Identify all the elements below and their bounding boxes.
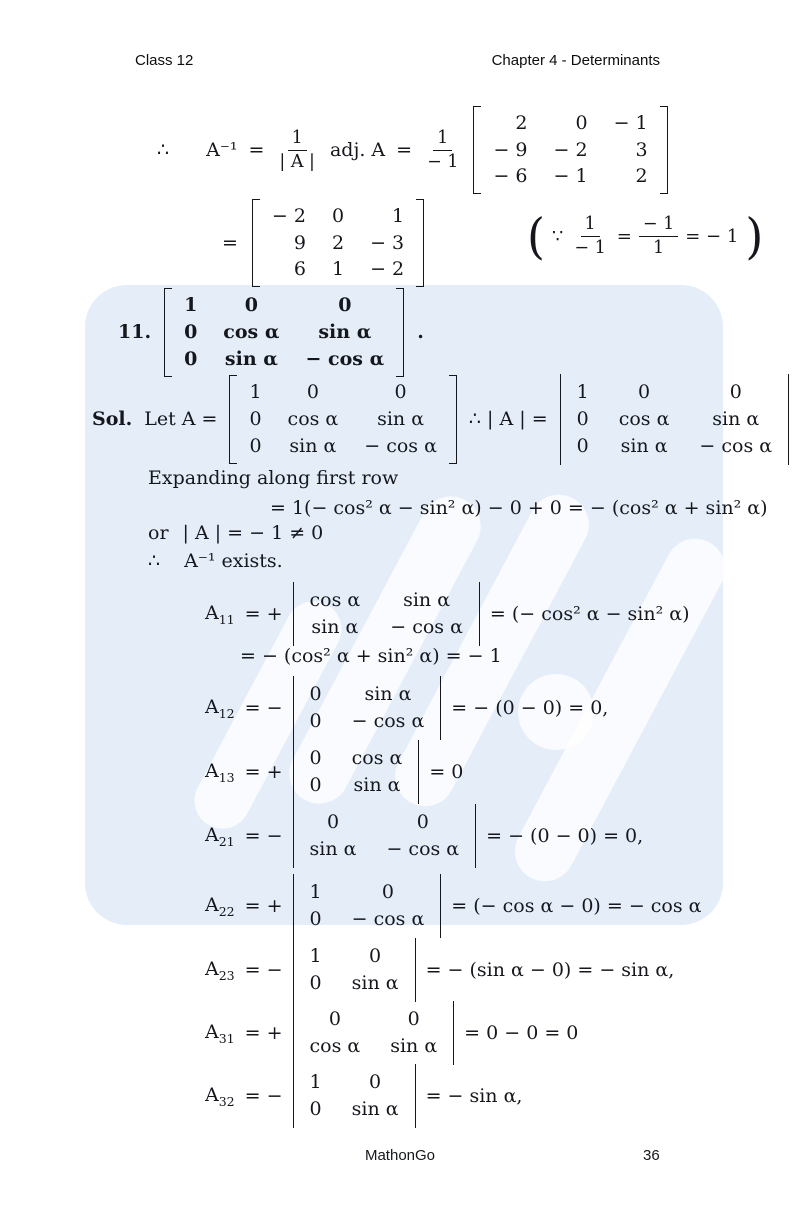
cofactor-sign: = −	[244, 1084, 283, 1107]
cofactor-sign: = −	[244, 958, 283, 981]
matrix-cell: 0	[309, 773, 322, 796]
inverse-equation-line	[157, 108, 668, 192]
expansion-line	[270, 497, 768, 519]
inverse-result-matrix	[252, 199, 424, 288]
right-bracket	[416, 199, 424, 288]
matrix-cell: sin α	[289, 434, 337, 457]
expanding-note	[148, 467, 398, 489]
cofactor-base: A	[205, 1020, 219, 1043]
matrix-cell: − cos α	[364, 434, 437, 457]
cofactor-base: A	[205, 823, 219, 846]
matrix-cell: 2	[635, 165, 648, 188]
cofactor-subscript: 13	[218, 769, 235, 785]
matrix-cell: 0	[638, 381, 651, 403]
cofactor-extra-text: = − (cos² α + sin² α) = − 1	[240, 645, 502, 667]
cofactor-determinant	[293, 1064, 416, 1128]
matrix-cell: 0	[369, 1071, 382, 1093]
or-label: or	[148, 522, 169, 544]
fraction-numerator: 1	[581, 214, 600, 237]
matrix-cell: cos α	[351, 747, 403, 769]
header-class-label: Class 12	[135, 52, 194, 69]
cofactor-determinant	[293, 874, 442, 938]
matrix-cell: 0	[309, 683, 322, 705]
matrix-cell: − cos α	[699, 434, 773, 457]
matrix-cell: sin α	[712, 407, 760, 430]
matrix-cell: 0	[309, 1097, 322, 1120]
matrix-cell: − 9	[493, 138, 528, 161]
cofactor-label	[205, 696, 235, 721]
cofactor-a11-extra-line	[240, 645, 502, 667]
cofactor-result: = − sin α,	[425, 1084, 523, 1107]
therefore-symbol: ∴	[157, 139, 170, 161]
cofactor-label	[205, 958, 235, 983]
cofactor-sign: = +	[244, 894, 283, 917]
matrix-cell: sin α	[353, 773, 401, 796]
because-symbol: ∵	[551, 225, 564, 247]
matrix-A	[229, 375, 456, 464]
matrix-cell: 2	[331, 231, 345, 254]
exists-text: A⁻¹ exists.	[184, 550, 283, 572]
fraction-one-over-detA	[275, 128, 319, 173]
inverse-result-line	[222, 202, 424, 284]
expansion-text: = 1(− cos² α − sin² α) − 0 + 0 = − (cos² α + sin² α)	[270, 497, 768, 519]
footer-page-number: 36	[643, 1147, 660, 1164]
matrix-cell: sin α	[351, 971, 399, 994]
footer-brand: MathonGo	[364, 1147, 436, 1164]
cofactor-sign: = −	[244, 696, 283, 719]
cofactor-determinant	[293, 676, 442, 740]
matrix-cell: − cos α	[351, 709, 425, 732]
matrix-cell: 1	[309, 1071, 322, 1093]
cofactor-determinant	[293, 938, 416, 1002]
problem-number: 11.	[118, 321, 152, 344]
cofactor-sign: = +	[244, 1021, 283, 1044]
matrix-cell: 0	[309, 971, 322, 994]
cofactor-a12-row	[205, 676, 608, 740]
cofactor-label	[205, 894, 235, 919]
matrix-cell: 0	[381, 881, 394, 903]
matrix-grid	[260, 199, 416, 288]
det-value-text: | A | = − 1 ≠ 0	[182, 522, 324, 544]
cofactor-label	[205, 760, 235, 785]
period: .	[417, 321, 424, 344]
adjoint-label: adj. A	[329, 139, 386, 161]
matrix-cell: sin α	[620, 434, 668, 457]
left-bracket	[473, 106, 481, 195]
matrix-cell: 1	[309, 881, 322, 903]
matrix-cell: sin α	[224, 347, 278, 370]
cofactor-subscript: 21	[218, 833, 235, 849]
matrix-cell: 6	[293, 258, 306, 281]
cofactor-result: = 0 − 0 = 0	[464, 1021, 579, 1044]
matrix-cell: sin α	[309, 837, 357, 860]
matrix-cell: 1	[309, 945, 322, 967]
cofactor-a11-row	[205, 582, 690, 646]
cofactor-sign: = −	[244, 824, 283, 847]
cofactor-base: A	[205, 601, 219, 624]
matrix-cell: 0	[184, 347, 198, 370]
matrix-cell: 0	[244, 294, 258, 316]
header-chapter-label: Chapter 4 - Determinants	[491, 52, 660, 69]
cofactor-sign: = +	[244, 760, 283, 783]
equals-sign: =	[616, 225, 632, 247]
cofactor-a21-row	[205, 804, 643, 868]
cofactor-subscript: 22	[218, 903, 235, 919]
matrix-cell: 9	[293, 231, 306, 254]
matrix-cell: 1	[576, 381, 589, 403]
cofactor-label	[205, 824, 235, 849]
right-bracket	[449, 375, 457, 464]
matrix-cell: cos α	[618, 407, 670, 430]
matrix-cell: 3	[635, 138, 648, 161]
matrix-cell: 0	[331, 204, 345, 227]
matrix-cell: sin α	[311, 615, 359, 638]
equals-sign: =	[396, 139, 413, 161]
cofactor-base: A	[205, 695, 219, 718]
cofactor-result: = − (sin α − 0) = − sin α,	[425, 958, 675, 981]
cofactor-a32-row	[205, 1064, 522, 1128]
cofactor-result: = − (0 − 0) = 0,	[451, 696, 609, 719]
matrix-cell: sin α	[318, 320, 372, 343]
matrix-cell: − 6	[493, 165, 528, 188]
fraction-numerator: − 1	[639, 214, 678, 237]
matrix-cell: 1	[392, 204, 405, 227]
matrix-cell: 0	[309, 907, 322, 930]
cofactor-subscript: 11	[218, 611, 235, 627]
cofactor-base: A	[205, 1083, 219, 1106]
matrix-cell: sin α	[351, 1097, 399, 1120]
fraction-denominator: | A |	[279, 151, 315, 172]
cofactor-subscript: 23	[218, 967, 235, 983]
right-paren: )	[745, 207, 764, 265]
cofactor-result: = (− cos² α − sin² α)	[489, 602, 690, 625]
matrix-grid	[172, 288, 396, 377]
matrix-cell: 0	[309, 747, 322, 769]
cofactor-a13-row	[205, 740, 463, 804]
determinant-A	[560, 374, 789, 465]
left-paren: (	[527, 207, 545, 265]
det-value-line	[148, 522, 323, 544]
matrix-cell: 0	[306, 381, 319, 403]
matrix-cell: cos α	[309, 589, 361, 611]
fraction-numerator: 1	[288, 128, 307, 151]
matrix-cell: − 2	[370, 258, 405, 281]
right-bracket	[396, 288, 404, 377]
fraction-note-b	[639, 214, 678, 259]
matrix-cell: sin α	[377, 407, 425, 430]
therefore-symbol: ∴	[148, 550, 161, 572]
cofactor-sign: = +	[244, 602, 283, 625]
note-result: = − 1	[685, 225, 739, 247]
matrix-cell: sin α	[390, 1034, 438, 1057]
cofactor-result: = (− cos α − 0) = − cos α	[451, 894, 702, 917]
equals-sign: =	[222, 232, 238, 254]
matrix-cell: 0	[394, 381, 407, 403]
left-bracket	[252, 199, 260, 288]
adjoint-matrix	[473, 106, 667, 195]
matrix-cell: 0	[369, 945, 382, 967]
matrix-cell: 1	[184, 294, 198, 316]
fraction-denominator: 1	[652, 237, 665, 258]
fraction-denominator: − 1	[427, 151, 459, 172]
matrix-cell: 0	[249, 407, 262, 430]
cofactor-base: A	[205, 893, 219, 916]
matrix-cell: 0	[576, 407, 589, 430]
left-bracket	[164, 288, 172, 377]
expanding-text: Expanding along first row	[148, 467, 399, 489]
matrix-cell: 0	[407, 1008, 420, 1030]
cofactor-label	[205, 1021, 235, 1046]
matrix-cell: − cos α	[386, 837, 460, 860]
matrix-cell: − cos α	[305, 347, 385, 370]
matrix-cell: 0	[729, 381, 742, 403]
reciprocal-note	[527, 208, 763, 264]
cofactor-a31-row	[205, 1001, 578, 1065]
matrix-cell: 0	[326, 811, 340, 833]
matrix-cell: 0	[575, 111, 588, 134]
fraction-one-over-neg1	[423, 128, 462, 173]
matrix-cell: cos α	[309, 1034, 361, 1057]
equals-sign: =	[248, 139, 265, 161]
matrix-cell: 0	[309, 709, 322, 732]
matrix-cell: 0	[249, 434, 262, 457]
matrix-cell: 0	[328, 1008, 341, 1030]
fraction-numerator: 1	[433, 128, 452, 151]
cofactor-result: = − (0 − 0) = 0,	[486, 824, 644, 847]
matrix-cell: 1	[331, 258, 345, 281]
solution-let-line	[92, 374, 789, 465]
problem-matrix	[164, 288, 404, 377]
matrix-cell: − cos α	[351, 907, 425, 930]
matrix-cell: 1	[249, 381, 262, 403]
cofactor-determinant	[293, 582, 480, 646]
matrix-cell: sin α	[364, 683, 412, 705]
left-bracket	[229, 375, 237, 464]
matrix-cell: − 2	[271, 204, 306, 227]
matrix-cell: 0	[338, 294, 352, 316]
matrix-cell: 0	[416, 811, 429, 833]
matrix-cell: cos α	[287, 407, 339, 430]
cofactor-subscript: 12	[218, 705, 235, 721]
cofactor-label	[205, 602, 235, 627]
matrix-grid	[481, 106, 659, 195]
right-bracket	[660, 106, 668, 195]
matrix-cell: − 3	[370, 231, 405, 254]
cofactor-a22-row	[205, 874, 702, 938]
solution-label: Sol.	[92, 408, 133, 431]
cofactor-a23-row	[205, 938, 674, 1002]
cofactor-subscript: 31	[218, 1030, 235, 1046]
cofactor-base: A	[205, 957, 219, 980]
fraction-denominator: − 1	[574, 237, 606, 258]
matrix-cell: 0	[576, 434, 589, 457]
matrix-cell: sin α	[403, 589, 451, 611]
matrix-cell: − 2	[553, 138, 588, 161]
matrix-cell: cos α	[223, 320, 280, 343]
cofactor-result: = 0	[429, 760, 464, 783]
cofactor-determinant	[293, 804, 477, 868]
matrix-cell: − cos α	[390, 615, 463, 638]
matrix-cell: 0	[184, 320, 198, 343]
fraction-note-a	[570, 214, 609, 259]
a-inverse-label: A⁻¹	[206, 139, 238, 161]
inverse-exists-line	[148, 550, 283, 572]
cofactor-determinant	[293, 740, 420, 804]
matrix-cell: − 1	[553, 165, 588, 188]
matrix-cell: 2	[515, 111, 528, 134]
let-label: Let A =	[144, 408, 218, 431]
problem-11-statement	[118, 288, 424, 377]
cofactor-subscript: 32	[218, 1093, 235, 1109]
cofactor-determinant	[293, 1001, 455, 1065]
matrix-cell: − 1	[613, 111, 648, 134]
matrix-grid	[237, 375, 448, 464]
determinant-label: ∴ | A | =	[468, 408, 548, 431]
cofactor-base: A	[205, 759, 219, 782]
cofactor-label	[205, 1084, 235, 1109]
